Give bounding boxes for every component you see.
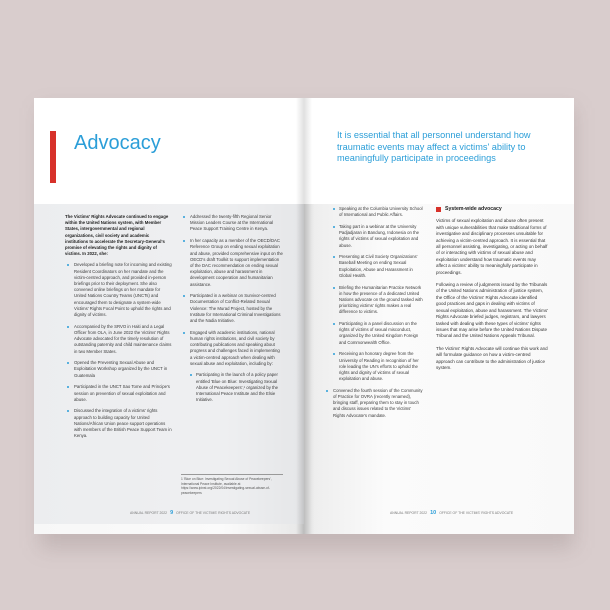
sub-list-item: Receiving an honorary degree from the University of Reading in recognition of her role leading the UN's efforts to uphold the rights and dignity of victims of sexual exploitation and abuse. <box>324 351 424 382</box>
sub-list-item: Participating in the launch of a policy paper entitled 'Blue on Blue: Investigating Sexual Abuse of Peacekeepers',¹ organized by the International Peace Institute and the Elsie Initiative. <box>181 372 283 403</box>
list-item: Developed a briefing note for incoming and existing Resident Coordinators on her mandate and the victim-centred approach, and provided in-person briefings prior to their deployment. She also convened online briefings on her mandate for United Nations Country Teams (UNCTs) and encouraged them to designate a system-wide Victims' Rights Focal Point to uphold the rights and dignity of victims. <box>65 262 173 318</box>
sub-list-item: Briefing the Humanitarian Practice Network in how the presence of a dedicated United Nations advocate on the ground tasked with prioritizing victims' rights makes a real difference to victims. <box>324 285 424 316</box>
list-item: Participated in a webinar on Survivor-centred Documentation of Conflict-Related Sexual Violence: The Murad Project, hosted by the Institute for International Criminal Investigations and the Nadia Initiative. <box>181 293 283 324</box>
body-paragraph: The Victims' Rights Advocate will continue this work and will formulate guidance on how a victim-centred approach can contribute to the administration of justice system. <box>436 345 548 370</box>
intro-paragraph: The Victims' Rights Advocate continued to engage within the United Nations system, with Member States, intergovernmental and regional organizations, civil society and academic institutions to accelerate the Secretary-General's promise of elevating the rights and dignity of victims. In 2022, she: <box>65 214 169 257</box>
pull-quote: It is essential that all personnel understand how traumatic events may affect a victims' ability to meaningfully participate in proceedings <box>337 130 531 163</box>
advocacy-list-1 <box>65 262 173 439</box>
red-square-icon <box>436 207 441 212</box>
left-footer <box>130 510 250 516</box>
page-title: Advocacy <box>74 132 161 154</box>
left-column-2 <box>181 214 283 409</box>
left-page <box>34 98 304 534</box>
list-item: Opened the Preventing Sexual Abuse and Exploitation Workshop organized by the UNCT in Guatemala <box>65 360 173 379</box>
list-item: Addressed the twenty-fifth Regional Senior Mission Leaders Course at the International Peace Support Training Centre in Kenya. <box>181 214 283 233</box>
book-spine <box>296 98 312 534</box>
advocacy-list-3 <box>324 206 424 419</box>
section-heading <box>436 206 548 212</box>
sub-list-item: Taking part in a webinar at the University Padjadjaran in Bandung, Indonesia on the rights of victims of sexual exploitation and abuse. <box>324 224 424 249</box>
body-paragraph: Following a review of judgments issued by the Tribunals of the United Nations administration of justice system, the Office of the Victims' Rights Advocate identified good practices and gaps in dealing with victims of sexual exploitation, abuse and harassment. The Victims' Rights Advocate briefed judges, registrars, and lawyers tasked with dealing with these types of victims' rights issues that may arise before the United Nations Dispute Tribunal and the United Nations Appeals Tribunal. <box>436 282 549 339</box>
right-column-2 <box>436 206 548 377</box>
list-item: Convened the fourth session of the Community of Practice for OVRA (recently renamed), bringing staff, preparing them to stay in touch and discuss issues related to the Victims' Rights Advocate's mandate. <box>324 388 424 419</box>
right-page-header <box>304 98 574 204</box>
advocacy-list-2 <box>181 214 283 403</box>
section-heading-text: System-wide advocacy <box>445 206 502 212</box>
left-page-header <box>34 98 304 204</box>
list-item: Accompanied by the SRVO in Haiti and a Legal Officer from OLA, in June 2022 the Victims' Rights Advocate advocated for the timely resolution of outstanding paternity and child maintenance claims in two Member States. <box>65 324 173 355</box>
list-item: In her capacity as a member of the OECD/DAC Reference Group on ending sexual exploitation and abuse, provided comprehensive input on the OECD's draft Toolkit to support implementation of the DAC recommendation on ending sexual exploitation, abuse and harassment in development cooperation and humanitarian assistance. <box>181 238 283 288</box>
right-column-1 <box>324 206 424 424</box>
sub-list-item: Presenting at Civil Society Organizations' Baseball Meeting on ending Sexual Exploitation, Abuse and Harassment in Global Health. <box>324 254 424 279</box>
right-page <box>304 98 574 534</box>
page-number: 9 <box>170 510 174 516</box>
open-booklet <box>34 98 574 534</box>
list-item: Discussed the integration of a victims' rights approach to building capacity for United Nations/African Union peace support operations with members of the British Peace Support Team in Kenya. <box>65 408 173 439</box>
list-item: Participated in the UNCT Sao Tome and Principe's session on prevention of sexual exploitation and abuse. <box>65 384 173 403</box>
footer-report-label: ANNUAL REPORT 2022 <box>130 511 168 515</box>
page-number: 10 <box>430 510 437 516</box>
footnote: 1 'Blue on Blue: Investigating Sexual Abuse of Peacekeepers', International Peace Institute, available at https://www.ipinst.org/2022/04/investigating-sexual-abuse-of-peacekeepers <box>181 474 283 495</box>
footer-office-label: OFFICE OF THE VICTIMS' RIGHTS ADVOCATE <box>439 511 514 515</box>
left-column-1 <box>65 214 173 445</box>
red-accent-bar <box>50 131 56 183</box>
footer-report-label: ANNUAL REPORT 2022 <box>390 511 428 515</box>
list-item: Engaged with academic institutions, national human rights institutions, and civil society by contributing publications and speaking about progress and challenges faced in implementing a victim-centred approach when dealing with sexual abuse and exploitation, including by: <box>181 330 283 367</box>
right-footer <box>390 510 513 516</box>
footer-office-label: OFFICE OF THE VICTIMS' RIGHTS ADVOCATE <box>176 511 251 515</box>
body-paragraph: Victims of sexual exploitation and abuse often present with unique vulnerabilities that make traditional forms of investigative and disciplinary processes unsuitable for achieving a victim-centred approach. It is essential that all personnel assisting, investigating, or acting on behalf of or interacting with victims of sexual abuse and exploitation understand how traumatic events may affect a victims' ability to meaningfully participate in proceedings. <box>436 218 548 275</box>
sub-list-item: Speaking at the Columbia University School of International and Public Affairs. <box>324 206 424 218</box>
sub-list-item: Participating in a panel discussion on the rights of victims of sexual misconduct, organized by the United Kingdom Foreign and Commonwealth Office. <box>324 321 424 346</box>
